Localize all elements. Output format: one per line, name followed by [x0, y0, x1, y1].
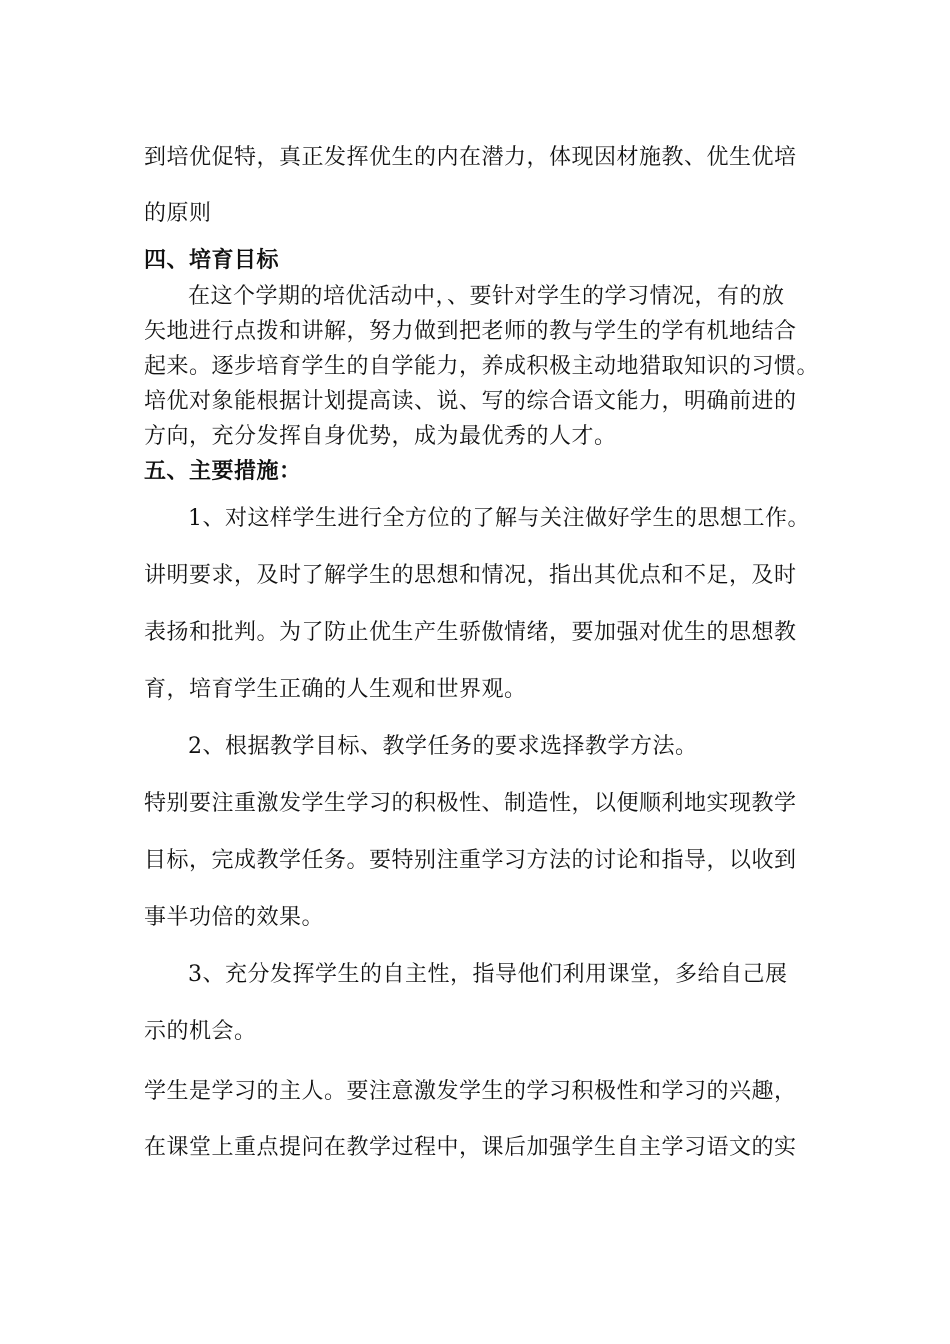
text-line: 起来。逐步培育学生的自学能力，养成积极主动地猎取知识的习惯。 — [144, 354, 820, 379]
text-line: 示的机会。 — [144, 1019, 257, 1044]
text-line: 表扬和批判。为了防止优生产生骄傲情绪，要加强对优生的思想教 — [144, 620, 797, 645]
text-line: 育，培育学生正确的人生观和世界观。 — [144, 677, 527, 702]
text-line: 矢地进行点拨和讲解，努力做到把老师的教与学生的学有机地结合 — [144, 319, 797, 344]
text-line: 讲明要求，及时了解学生的思想和情况，指出其优点和不足，及时 — [144, 563, 797, 588]
text-line: 培优对象能根据计划提高读、说、写的综合语文能力，明确前进的 — [144, 389, 797, 414]
text-line: 1、对这样学生进行全方位的了解与关注做好学生的思想工作。 — [188, 506, 810, 531]
text-line: 方向，充分发挥自身优势，成为最优秀的人才。 — [144, 424, 617, 449]
text-line: 3、充分发挥学生的自主性，指导他们利用课堂，多给自己展 — [188, 962, 788, 987]
text-line: 2、根据教学目标、教学任务的要求选择教学方法。 — [188, 734, 698, 759]
text-line: 在这个学期的培优活动中，、要针对学生的学习情况，有的放 — [188, 284, 785, 309]
text-line: 特别要注重激发学生学习的积极性、制造性，以便顺利地实现教学 — [144, 791, 797, 816]
text-line: 在课堂上重点提问在教学过程中，课后加强学生自主学习语文的实 — [144, 1135, 797, 1160]
text-line: 的原则 — [144, 201, 212, 226]
text-line: 到培优促特，真正发挥优生的内在潜力，体现因材施教、优生优培 — [144, 145, 797, 170]
text-line: 目标，完成教学任务。要特别注重学习方法的讨论和指导，以收到 — [144, 848, 797, 873]
section-heading: 五、主要措施： — [144, 459, 302, 484]
text-line: 事半功倍的效果。 — [144, 905, 325, 930]
text-line: 学生是学习的主人。要注意激发学生的学习积极性和学习的兴趣， — [144, 1079, 797, 1104]
section-heading: 四、培育目标 — [144, 248, 280, 273]
